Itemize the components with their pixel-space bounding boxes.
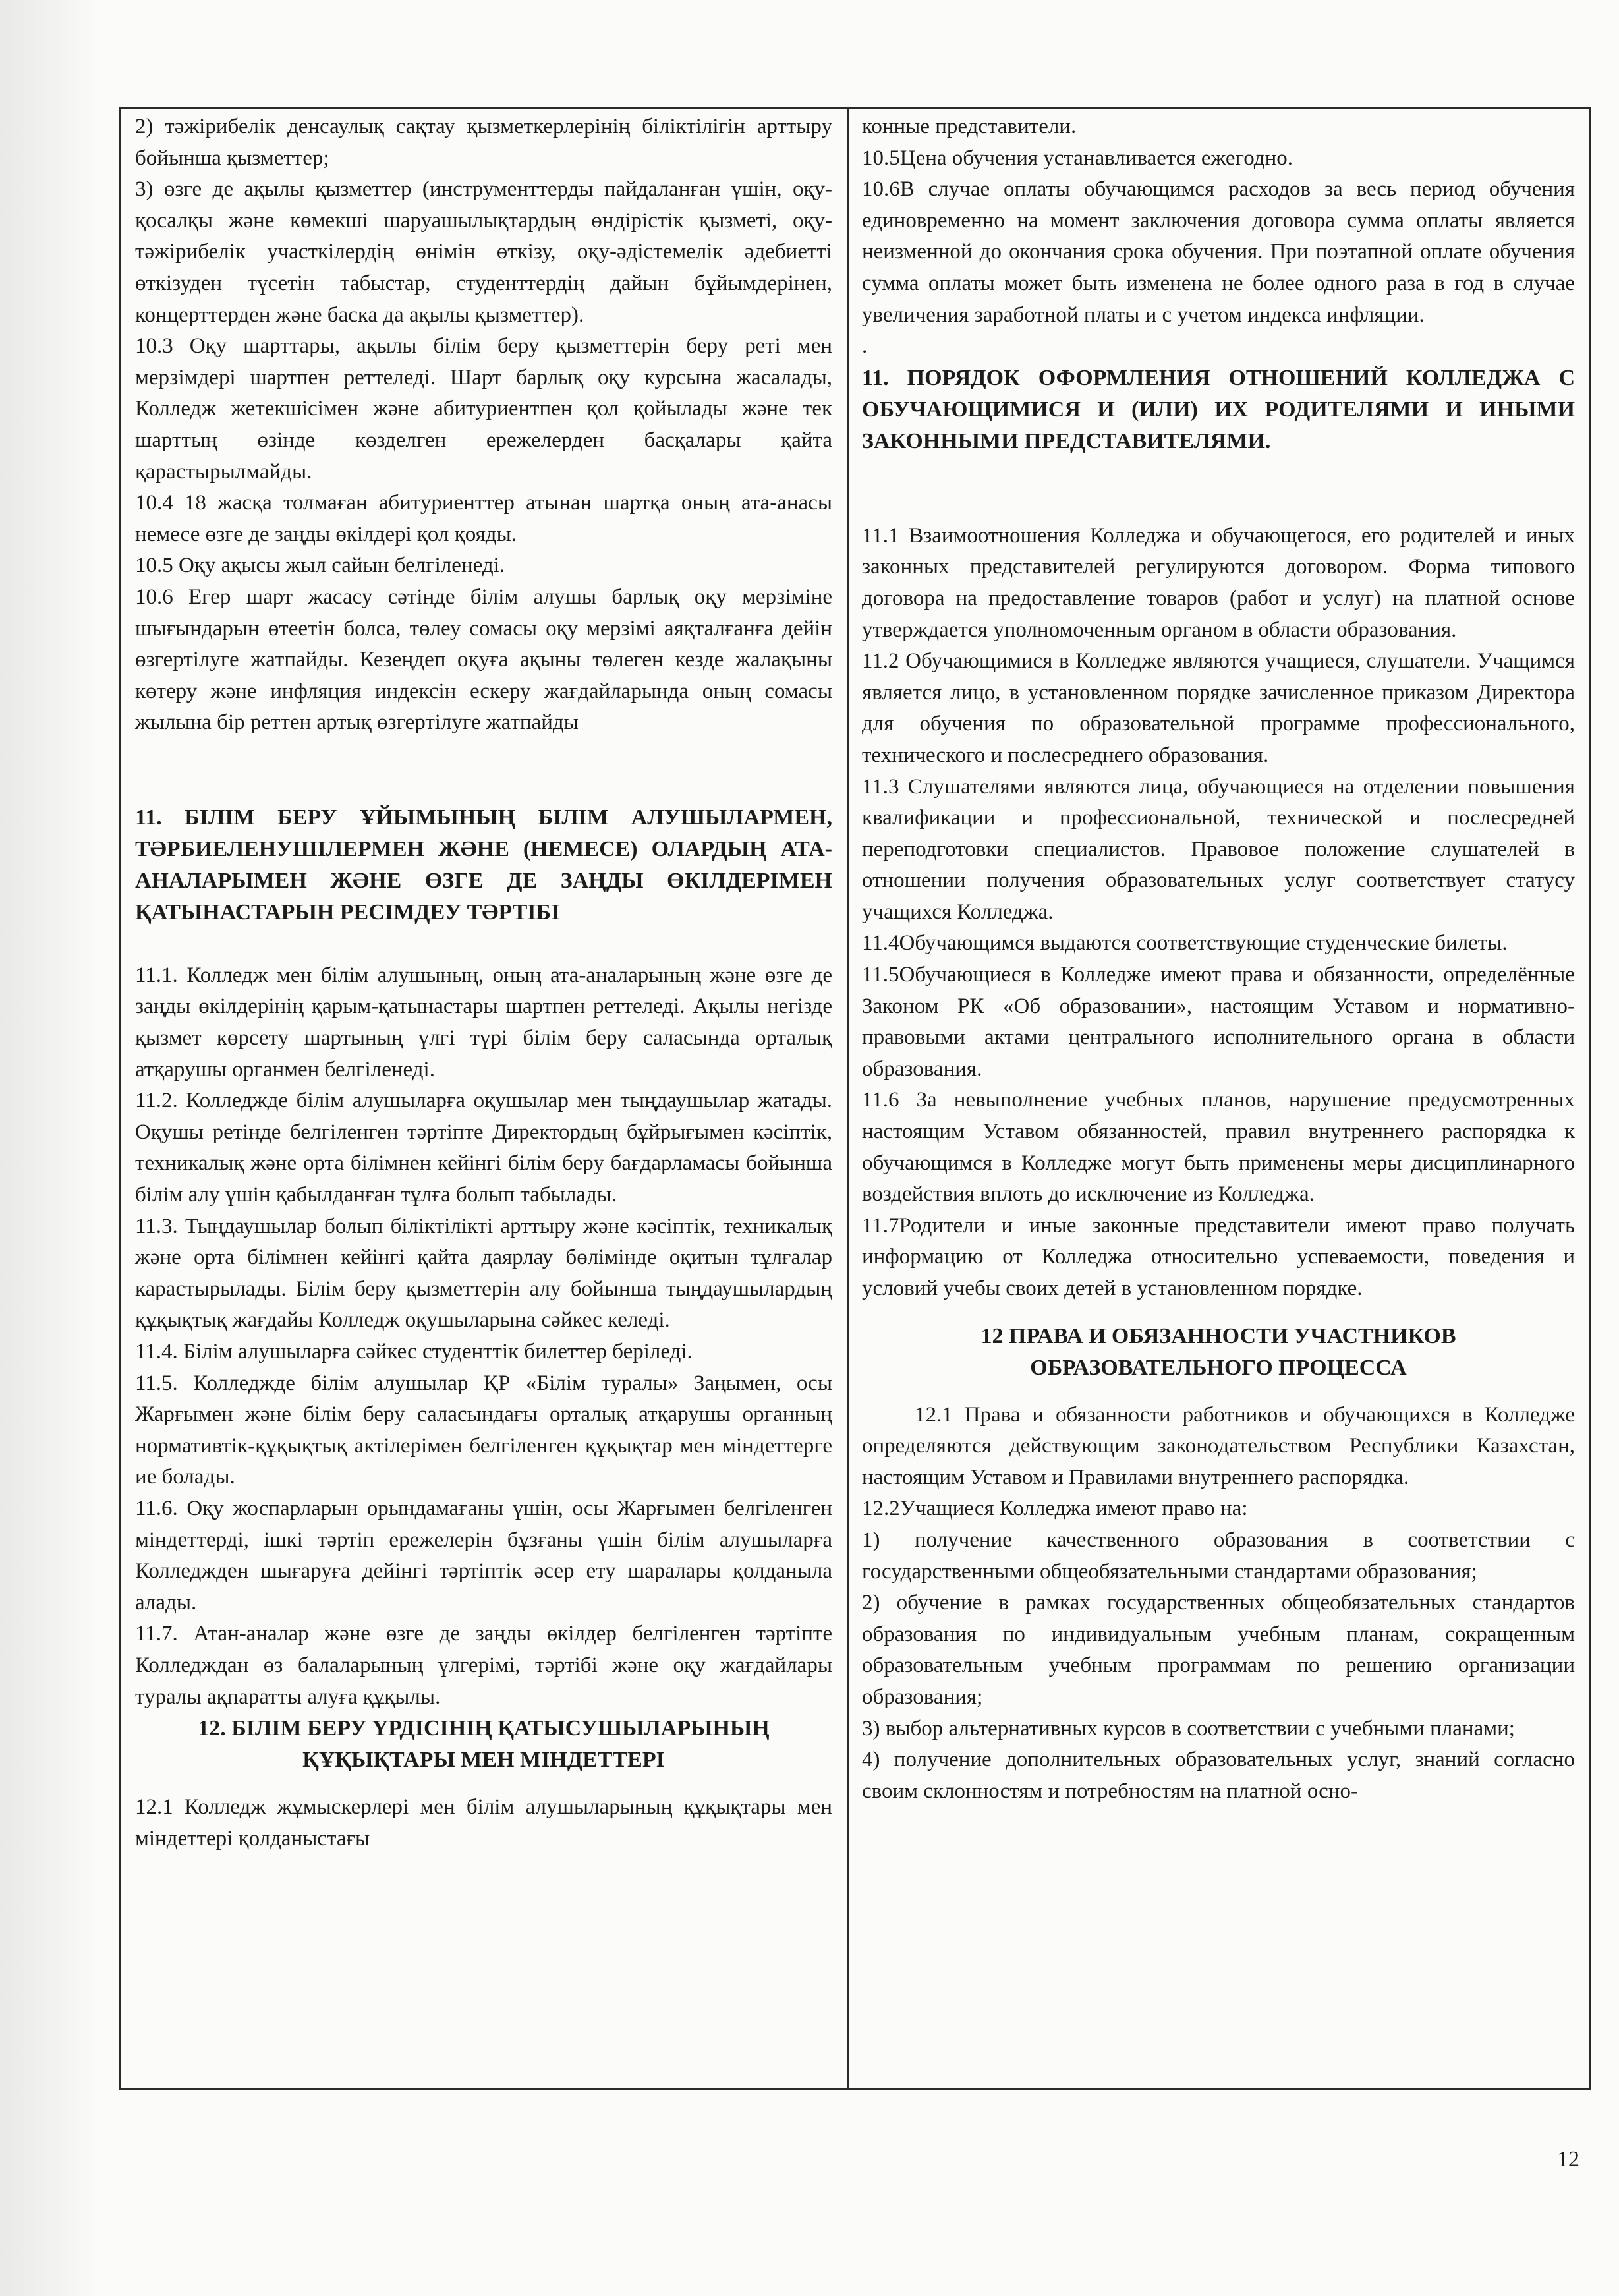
paragraph: 11.1 Взаимоотношения Колледжа и обучающегося, его родителей и иных законных представителей регулируются договором. Форма типового договора на предоставление товаров (работ и услуг) на платной основе утверждается уполномоченным органом в области образования.	[862, 523, 1575, 642]
paragraph: 11.7Родители и иные законные представители имеют право получать информацию от Колледжа относительно успеваемости, поведения и условий учебы своих детей в установленном порядке.	[862, 1213, 1575, 1300]
scan-shadow	[0, 0, 99, 2296]
paragraph: .	[862, 334, 868, 359]
document-table	[119, 107, 1591, 2090]
paragraph: 11.2 Обучающимися в Колледже являются учащиеся, слушатели. Учащимся является лицо, в установленном порядке зачисленное приказом Директора для обучения по образовательной программе профессионального, технического и послесреднего образования.	[862, 649, 1575, 767]
paragraph: 10.4 18 жасқа толмаған абитуриенттер атынан шартқа оның ата-анасы немесе өзге де заңды өкілдері қол қояды.	[135, 491, 832, 546]
section-heading: 11. ПОРЯДОК ОФОРМЛЕНИЯ ОТНОШЕНИЙ КОЛЛЕДЖА С ОБУЧАЮЩИМИСЯ И (ИЛИ) ИХ РОДИТЕЛЯМИ И ИНЫМИ ЗАКОННЫМИ ПРЕДСТАВИТЕЛЯМИ.	[862, 365, 1575, 453]
spacer	[862, 1305, 1575, 1321]
paragraph: 10.6В случае оплаты обучающимся расходов за весь период обучения единовременно на момент заключения договора сумма оплаты является неизменной до окончания срока обучения. При поэтапной оплате обучения сумма оплаты может быть изменена не более одного раза в год в случае увеличения заработной платы и с учетом индекса инфляции.	[862, 177, 1575, 327]
paragraph: 12.1 Права и обязанности работников и обучающихся в Колледже определяются действующим законодательством Республики Казахстан, настоящим Уставом и Правилами внутреннего распорядка.	[862, 1402, 1575, 1489]
russian-column	[849, 109, 1589, 2088]
paragraph: 11.6. Оқу жоспарларын орындамағаны үшін, осы Жарғымен белгіленген міндеттерді, ішкі тәртіп ережелерін бұзғаны үшін білім алушыларға Колледжден шығаруға дейінгі тәртіптік әсер ету шаралары қолданыла алады.	[135, 1496, 832, 1615]
page-number: 12	[1557, 2147, 1579, 2171]
paragraph: 11.2. Колледжде білім алушыларға оқушылар мен тыңдаушылар жатады. Оқушы ретінде белгіленген тәртіпте Директордың бұйрығымен кәсіптік, техникалық және орта білімнен кейінгі білім беру бағдарламасы бойынша білім алу үшін қабылданған тұлға болып табылады.	[135, 1089, 832, 1207]
paragraph: 12.1 Колледж жұмыскерлері мен білім алушыларының құқықтары мен міндеттері қолданыстағы	[135, 1795, 832, 1851]
paragraph: 11.3 Слушателями являются лица, обучающиеся на отделении повышения квалификации и профессиональной, технической и послесредней переподготовки специалистов. Правовое положение слушателей в отношении получения образовательных услуг соответствует статусу учащихся Колледжа.	[862, 774, 1575, 924]
paragraph: 3) выбор альтернативных курсов в соответствии с учебными планами;	[862, 1716, 1515, 1740]
paragraph: 11.4. Білім алушыларға сәйкес студенттік билеттер беріледі.	[135, 1340, 693, 1363]
paragraph: 12.2Учащиеся Колледжа имеют право на:	[862, 1497, 1248, 1521]
paragraph: 11.5Обучающиеся в Колледже имеют права и обязанности, определённые Законом РК «Об образовании», настоящим Уставом и нормативно-правовыми актами центрального исполнительного органа в области образования.	[862, 963, 1575, 1081]
paragraph: 11.1. Колледж мен білім алушының, оның ата-аналарының және өзге де заңды өкілдерінің қарым-қатынастары шартпен реттеледі. Ақылы негізде қызмет көрсету шартының үлгі түрі білім беру саласында орталық атқарушы органмен белгіленеді.	[135, 963, 832, 1081]
section-heading: 11. БІЛІМ БЕРУ ҰЙЫМЫНЫҢ БІЛІМ АЛУШЫЛАРМЕН, ТӘРБИЕЛЕНУШІЛЕРМЕН ЖӘНЕ (НЕМЕСЕ) ОЛАРДЫҢ АТА-АНАЛАРЫМЕН ЖӘНЕ ӨЗГЕ ДЕ ЗАҢДЫ ӨКІЛДЕРІМЕН ҚАТЫНАСТАРЫН РЕСІМДЕУ ТӘРТІБІ	[135, 805, 832, 925]
paragraph: 2) обучение в рамках государственных общеобязательных стандартов образования по индивидуальным учебным планам, сокращенным образовательным учебным программам по решению организации образования;	[862, 1591, 1575, 1709]
spacer	[135, 739, 832, 802]
spacer	[862, 457, 1575, 521]
spacer	[135, 1776, 832, 1792]
paragraph: 1) получение качественного образования в соответствии с государственными общеобязательными стандартами образования;	[862, 1528, 1575, 1584]
spacer	[135, 929, 832, 960]
spacer	[862, 1384, 1575, 1400]
paragraph: 11.3. Тыңдаушылар болып біліктілікті арттыру және кәсіптік, техникалық және орта білімнен кейінгі қайта даярлау бөлімінде оқитын тұлғалар карастырылады. Білім беру қызметтерін алу бойынша тыңдаушылардың құқықтық жағдайы Колледж оқушыларына сәйкес келеді.	[135, 1214, 832, 1333]
paragraph: 11.6 За невыполнение учебных планов, нарушение предусмотренных настоящим Уставом обязанностей, правил внутреннего распорядка к обучающимся в Колледже могут быть применены меры дисциплинарного воздействия вплоть до исключение из Колледжа.	[862, 1088, 1575, 1207]
paragraph: 11.4Обучающимся выдаются соответствующие студенческие билеты.	[862, 931, 1508, 956]
paragraph: 10.5 Оқу ақысы жыл сайын белгіленеді.	[135, 554, 505, 578]
paragraph: 3) өзге де ақылы қызметтер (инструменттерды пайдаланған үшін, оқу-қосалқы және көмекші шаруашылықтардың өндірістік қызметі, оқу-тәжірибелік участкілердің өнімін өткізу, оқу-әдістемелік әдебиетті өткізуден түсетін табыстар, студенттердің дайын бұйымдерінен, концерттерден және баска да ақылы қызметтер).	[135, 177, 832, 327]
paragraph: 11.7. Атан-аналар және өзге де заңды өкілдер белгіленген тәртіпте Колледждан өз балаларының үлгерімі, тәртібі және оқу жағдайлары туралы ақпаратты алуға құқылы.	[135, 1622, 832, 1709]
paragraph: 11.5. Колледжде білім алушылар ҚР «Білім туралы» Заңымен, осы Жарғымен және білім беру саласындағы орталық атқарушы органның нормативтік-құқықтық актілерімен белгіленген құқықтар мен міндеттерге ие болады.	[135, 1371, 832, 1489]
section-heading: 12 ПРАВА И ОБЯЗАННОСТИ УЧАСТНИКОВ ОБРАЗОВАТЕЛЬНОГО ПРОЦЕССА	[980, 1323, 1456, 1380]
kazakh-column	[121, 109, 849, 2088]
paragraph: 10.5Цена обучения устанавливается ежегодно.	[862, 146, 1293, 170]
paragraph: конные представители.	[862, 115, 1077, 138]
paragraph: 10.3 Оқу шарттары, ақылы білім беру қызметтерін беру реті мен мерзімдері шартпен реттеледі. Шарт барлық оқу курсына жасалады, Колледж жетекшісімен және абитуриентпен қол қойылады және тек шарттың өзінде көзделген ережелерден басқалары қайта қарастырылмайды.	[135, 334, 832, 484]
section-heading: 12. БІЛІМ БЕРУ ҮРДІСІНІҢ ҚАТЫСУШЫЛАРЫНЫҢ ҚҰҚЫҚТАРЫ МЕН МІНДЕТТЕРІ	[198, 1716, 770, 1773]
paragraph: 2) тәжірибелік денсаулық сақтау қызметкерлерінің біліктілігін арттыру бойынша қызметтер;	[135, 115, 832, 170]
paragraph: 10.6 Егер шарт жасасу сәтінде білім алушы барлық оқу мерзіміне шығындарын өтеетін болса, төлеу сомасы оқу мерзімі аяқталғанға дейін өзгертілуге жатпайды. Кезеңдеп оқуға ақыны төлеген кезде жалақыны көтеру және инфляция индексін ескеру жағдайларында оның сомасы жылына бір реттен артық өзгертілуге жатпайды	[135, 585, 832, 735]
paragraph: 4) получение дополнительных образовательных услуг, знаний согласно своим склонностям и потребностям на платной осно-	[862, 1748, 1575, 1803]
